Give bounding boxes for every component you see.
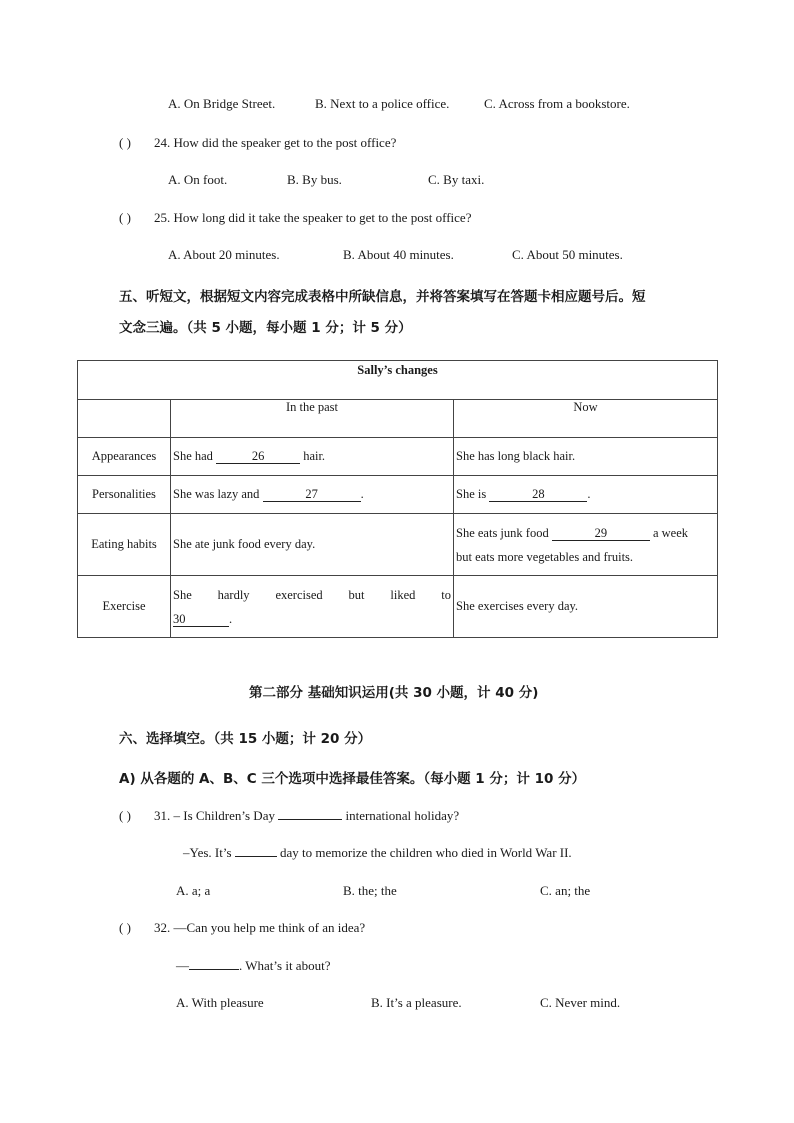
part2-heading: 第二部分 基础知识运用(共 30 小题，计 40 分) [249, 685, 539, 701]
q31-stem-pre: 31. – Is Children’s Day [154, 808, 279, 823]
now-personalities-cell [454, 476, 718, 514]
q32-line2 [176, 958, 330, 974]
q31-line2-pre: –Yes. It’s [183, 845, 235, 860]
q31-line2 [183, 845, 572, 861]
row-label-appearances: Appearances [78, 438, 171, 476]
q32-line2-pre: — [176, 958, 189, 973]
past-eating-cell: She ate junk food every day. [171, 514, 454, 576]
column-header-past: In the past [171, 400, 454, 438]
table-row [78, 476, 718, 514]
q31-line2-post: day to memorize the children who died in World War II. [276, 845, 572, 860]
q31-blank-2[interactable] [235, 856, 277, 857]
blank-29[interactable]: 29 [552, 527, 650, 541]
now-appearances-cell: She has long black hair. [454, 438, 718, 476]
q24-option-b: B. By bus. [287, 172, 342, 187]
row-label-personalities: Personalities [78, 476, 171, 514]
row-label-exercise: Exercise [78, 576, 171, 638]
q32-option-c: C. Never mind. [540, 995, 621, 1010]
past-word: hardly [217, 587, 250, 602]
table-corner-cell [78, 400, 171, 438]
row-label-eating-habits: Eating habits [78, 514, 171, 576]
q31-option-b: B. the; the [343, 883, 397, 898]
section6-heading: 六、选择填空。（共 15 小题；计 20 分） [119, 731, 372, 747]
q25-option-c: C. About 50 minutes. [512, 247, 623, 262]
q32-option-a: A. With pleasure [176, 995, 264, 1010]
now-exercise-cell: She exercises every day. [454, 576, 718, 638]
past-text-post: . [360, 487, 364, 501]
blank-27[interactable]: 27 [263, 488, 361, 502]
table-title: Sally’s changes [78, 361, 718, 400]
past-text-post: . [229, 611, 233, 626]
q24-option-c: C. By taxi. [428, 172, 485, 187]
q32-stem: 32. —Can you help me think of an idea? [154, 920, 366, 935]
now-text-post: a week [649, 525, 688, 540]
table-row [78, 514, 718, 576]
q23-option-c: C. Across from a bookstore. [484, 96, 630, 111]
q25-answer-paren: ( ) [119, 210, 131, 225]
q24-answer-paren: ( ) [119, 135, 131, 150]
now-text: She eats junk food [456, 525, 552, 540]
past-word: liked [390, 587, 416, 602]
q31-answer-paren: ( ) [119, 808, 131, 823]
q25-stem: 25. How long did it take the speaker to get to the post office? [154, 210, 472, 225]
past-text: She had [173, 449, 217, 463]
q24-stem: 24. How did the speaker get to the post office? [154, 135, 397, 150]
q31-blank-1[interactable] [278, 819, 342, 820]
q23-option-a: A. On Bridge Street. [168, 96, 276, 111]
now-text-post: . [587, 487, 591, 501]
now-text-line2: but eats more vegetables and fruits. [456, 549, 634, 564]
q31-option-c: C. an; the [540, 883, 591, 898]
q25-option-b: B. About 40 minutes. [343, 247, 454, 262]
past-text: She was lazy and [173, 487, 263, 501]
q24-option-a: A. On foot. [168, 172, 228, 187]
past-exercise-cell [171, 576, 454, 638]
q25-option-a: A. About 20 minutes. [168, 247, 280, 262]
now-eating-cell [454, 514, 718, 576]
q31-option-a: A. a; a [176, 883, 211, 898]
past-word: to [441, 587, 451, 602]
past-word: exercised [275, 587, 323, 602]
past-personalities-cell [171, 476, 454, 514]
q23-option-b: B. Next to a police office. [315, 96, 450, 111]
past-appearances-cell [171, 438, 454, 476]
q32-blank[interactable] [189, 969, 239, 970]
q32-answer-paren: ( ) [119, 920, 131, 935]
section5-heading-line1: 五、听短文，根据短文内容完成表格中所缺信息，并将答案填写在答题卡相应题号后。短 [119, 289, 646, 305]
blank-28[interactable]: 28 [489, 488, 587, 502]
section6-sub-a: A) 从各题的 A、B、C 三个选项中选择最佳答案。（每小题 1 分；计 10 分） [119, 771, 586, 787]
column-header-now: Now [454, 400, 718, 438]
blank-30[interactable]: 30 [173, 613, 229, 627]
table-row [78, 576, 718, 638]
q32-option-b: B. It’s a pleasure. [371, 995, 462, 1010]
q31-stem-post: international holiday? [342, 808, 460, 823]
q31-stem [154, 808, 459, 824]
past-text-post: hair. [300, 449, 326, 463]
past-word: but [348, 587, 365, 602]
q32-line2-post: . What’s it about? [239, 958, 331, 973]
sally-changes-table [77, 360, 718, 638]
section5-heading-line2: 文念三遍。（共 5 小题，每小题 1 分；计 5 分） [119, 320, 412, 336]
table-row [78, 438, 718, 476]
now-text: She is [456, 487, 490, 501]
past-word: She [173, 587, 192, 602]
blank-26[interactable]: 26 [216, 450, 300, 464]
